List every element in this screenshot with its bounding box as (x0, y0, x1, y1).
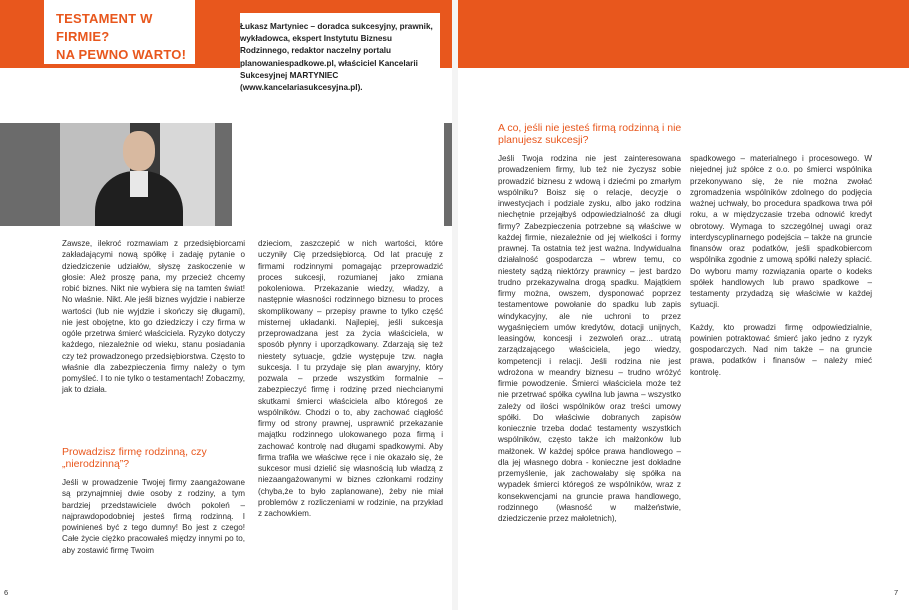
page-number-right: 7 (894, 588, 899, 597)
section-heading-family-business: Prowadzisz firmę rodzinną, czy „nierodzinną”? (62, 446, 207, 470)
section-heading-non-family: A co, jeśli nie jesteś firmą rodzinną i nie planujesz sukcesji? (498, 122, 682, 146)
header-band-right (458, 0, 909, 68)
page-number-left: 6 (4, 588, 9, 597)
closing-paragraph: Każdy, kto prowadzi firmę odpowiedzialnie, powinien potraktować śmierć jako jedno z ryzyk gospodarczych. Nad nim także – na gruncie prawa, podatków i finansów – należy mieć kontrolę. (690, 322, 872, 377)
succession-paragraph: dzieciom, zaszczepić w nich wartości, które uczyniły Cię przedsiębiorcą. Od lat pracuję z firmami rodzinnymi pomagając przeprowadzić proces sukcesji, rozumianej jako zmiana pokoleniowa. Przekazanie wiedzy, władzy, a następnie własności rodzinnego biznesu to proces skomplikowany – przepisy prawne to tylko część misternej układanki. Najlepiej, jeśli sukcesja przeprowadzana jest za życia właściciela, w sposób płynny i uporządkowany. Zdarzają się też niestety sytuacje, gdzie występuje tzw. nagła sukcesja. I tu przydaje się plan awaryjny, który pozwala – przede wszystkim formalnie – zabezpieczyć firmę i rodzinę przed niechcianymi skutkami śmierci właściciela albo któregoś ze wspólników. Chodzi o to, aby zachować ciągłość firmy od strony prawnej, usprawnić przekazanie majątku rodzinnego ulokowanego poza firmą i zachować kontrolę nad długami spadkowymi. Aby firma trafiła we właściwe ręce i nie okazało się, że sukcesor musi dzielić się własnością lub władzą z niezaangażowanymi w biznes członkami rodziny (chyba,że to było zaplanowane), żeby nie miał problemów z rozliczeniami w rodzinie, na przykład z zachowkiem. (258, 239, 443, 518)
article-title-box (42, 0, 197, 66)
inheritance-paragraph: spadkowego – materialnego i procesowego. W niejednej już spółce z o.o. po śmierci wspólnika przekonywano się, że nie można zwołać zgromadzenia wspólników zdolnego do podjęcia ważnej uchwały, bo procedura spadkowa trwa pół roku, a w międzyczasie trzeba odnowić kredyt obrotowy. Wymaga to szczególnej uwagi oraz interdyscyplinarnego podejścia – także na gruncie finansów oraz podatków, jeśli spadkobiercom wspólnika zgodnie z umową spółki należy spłacić. Do wyboru mamy rozwiązania oparte o kodeks spółek handlowych lub prawo spadkowe – testamenty przydadzą się właściwie w każdej sytuacji. (690, 154, 872, 310)
column-3 (498, 153, 681, 524)
intro-paragraph: Zawsze, ilekroć rozmawiam z przedsiębiorcami zakładającymi nową spółkę i zadaję pytanie o dziedziczenie udziałów, słyszę zaskoczenie w głosie: Ależ proszę pana, my przecież chcemy robić biznes. Nikt nie wybiera się na tamten świat! No właśnie. Nikt. Ale jeśli biznes wyjdzie i nabierze wartości (lub nie wyjdzie i skończy się długami), nie jest obojętne, kto go dziedziczy i czy firma w ogóle przetrwa śmierć właściciela. Ryzyko dotyczy każdego, niezależnie od wieku, stanu posiadania czy też prowadzonego przedsiębiorstwa. Często to właśnie dla zabezpieczenia firmy należy o tym pomyśleć. I to nie tylko o testamentach! Zobaczmy, jak to działa. (62, 239, 245, 395)
author-bio-card (232, 123, 444, 226)
author-bio-text: Łukasz Martyniec – doradca sukcesyjny, prawnik, wykładowca, ekspert Instytutu Biznesu Rodzinnego, redaktor naczelny portalu planowaniespadkowe.pl, właściciel Kancelarii Sukcesyjnej MARTYNIEC (www.kancelariasukcesyjna.pl). (240, 13, 440, 104)
column-2 (258, 238, 443, 519)
page-gutter (452, 0, 458, 610)
family-business-paragraph: Jeśli w prowadzenie Twojej firmy zaangażowane są przynajmniej dwie osoby z rodziny, a tym bardziej przedstawiciele dwóch pokoleń – najprawdopodobniej jesteś firmą rodzinną. I powinieneś być z tego dumny! Bo jest z czego! Całe życie ciężko pracowałeś między innymi po to, aby zostawić firmę Twoim (62, 478, 245, 555)
article-title-line1: TESTAMENT W FIRMIE? (56, 11, 153, 44)
column-4 (690, 153, 872, 378)
author-photo (60, 123, 215, 226)
article-title-line2: NA PEWNO WARTO! (56, 47, 187, 62)
column-1 (62, 238, 245, 396)
non-family-paragraph: Jeśli Twoja rodzina nie jest zainteresowana prowadzeniem firmy, lub też nie życzysz sobie prowadzić biznesu z wdową i dziećmi po zmarłym wspólniku? Boisz się o relacje, decyzje o inwestycjach i podziale zysku, albo jako rodzina niechętnie przejąłbyś odpowiedzialność za długi firmy? Zabezpieczenia potrzebne są właściwe w każdej firmie, niezależnie od jej wielkości i formy prawnej. Ta ostatnia też jest ważna. Indywidualna działalność gospodarcza – wbrew temu, co niestety sądzą niektórzy prawnicy – jest bardzo trudno przekazywalna drogą spadku. Majątkiem firmy można, owszem, dysponować poprzez testamentowe powołanie do spadku lub zapis windykacyjny, ale nie uchroni to przez wygaśnięciem umów kredytów, dotacji unijnych, leasingów, koncesji i zezwoleń oraz... utratą zarządzającego właściciela, jego wiedzy, kompetencji i relacji. Jeśli rodzina nie jest wdrożona w meandry biznesu – trudno wróżyć firmie powodzenie. Śmierci właściciela może też nie przetrwać spółka cywilna lub jawna – wszystko zależy od ilości wspólników oraz treści umowy spółki. Do właściwie dobranych zapisów koniecznie trzeba dodać testamenty wszystkich wspólników, często także ich małżonków lub małżonek. W każdej spółce prawa handlowego – dla jej własnego dobra - konieczne jest dokładne przemyślenie, jak zachowałaby się spółka na wypadek śmierci któregoś ze wspólników, wraz z konsekwencjami na gruncie prawa handlowego, rodzinnego (własność w małżeństwie, dziedziczenie przez małoletnich), (498, 154, 681, 523)
column-1-continued (62, 477, 245, 556)
